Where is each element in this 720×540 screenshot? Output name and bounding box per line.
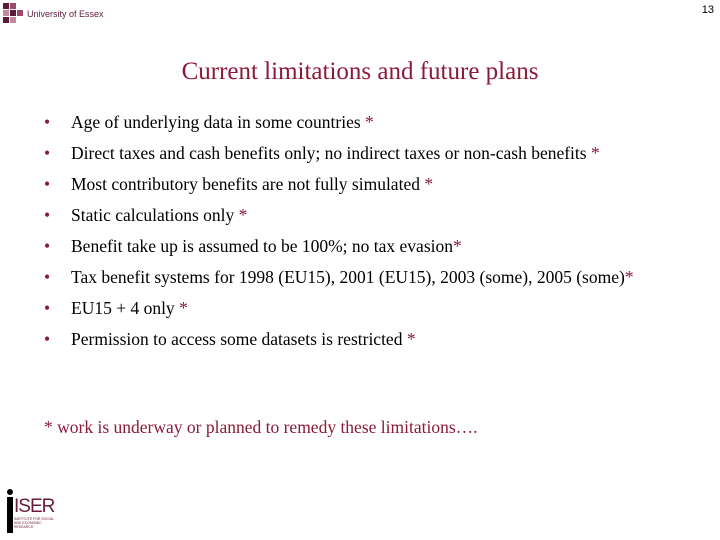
bullet-list bbox=[44, 112, 704, 350]
university-logo bbox=[3, 3, 104, 29]
bullet-star: * bbox=[424, 174, 434, 194]
bullet-star: * bbox=[624, 267, 634, 287]
bullet-text: Permission to access some datasets is restricted bbox=[71, 329, 407, 349]
bullet-item bbox=[44, 298, 704, 319]
bullet-text: Direct taxes and cash benefits only; no indirect taxes or non-cash benefits bbox=[71, 143, 591, 163]
footnote: * work is underway or planned to remedy these limitations…. bbox=[44, 417, 478, 437]
bullet-dot-icon: • bbox=[44, 205, 51, 225]
bullet-dot-icon: • bbox=[44, 298, 51, 318]
slide-title: Current limitations and future plans bbox=[181, 58, 539, 85]
bullet-star: * bbox=[590, 143, 600, 163]
bullet-star: * bbox=[365, 112, 374, 132]
bullet-text: Most contributory benefits are not fully simulated bbox=[71, 174, 425, 194]
bullet-text: Tax benefit systems for 1998 (EU15), 2001 (EU15), 2003 (some), 2005 (some) bbox=[71, 267, 625, 287]
bullet-star: * bbox=[238, 205, 248, 225]
iser-logo bbox=[4, 488, 60, 536]
bullet-item bbox=[44, 205, 704, 226]
bullet-item bbox=[44, 174, 704, 195]
bullet-item bbox=[44, 112, 704, 133]
bullet-dot-icon: • bbox=[44, 267, 51, 287]
bullet-star: * bbox=[179, 298, 188, 318]
bullet-text: Benefit take up is assumed to be 100%; no tax evasion bbox=[71, 236, 454, 256]
bullet-text: EU15 + 4 only bbox=[71, 298, 180, 318]
bullet-star: * bbox=[453, 236, 462, 256]
bullet-dot-icon: • bbox=[44, 236, 51, 256]
bullet-item bbox=[44, 236, 704, 257]
page-number: 13 bbox=[701, 4, 714, 16]
university-crest-icon bbox=[3, 3, 25, 29]
bullet-dot-icon: • bbox=[44, 329, 51, 349]
bullet-item bbox=[44, 329, 704, 350]
bullet-text: Age of underlying data in some countries bbox=[71, 112, 366, 132]
bullet-item bbox=[44, 143, 704, 164]
bullet-dot-icon: • bbox=[44, 112, 51, 132]
bullet-star: * bbox=[406, 329, 416, 349]
bullet-text: Static calculations only bbox=[71, 205, 239, 225]
iser-logo-text: ISER bbox=[14, 496, 55, 517]
iser-tagline: INSTITUTE FOR SOCIAL AND ECONOMIC RESEARCH bbox=[14, 517, 55, 529]
bullet-dot-icon: • bbox=[44, 143, 51, 163]
university-name: University of Essex bbox=[27, 9, 104, 19]
bullet-dot-icon: • bbox=[44, 174, 51, 194]
bullet-item bbox=[44, 267, 704, 288]
